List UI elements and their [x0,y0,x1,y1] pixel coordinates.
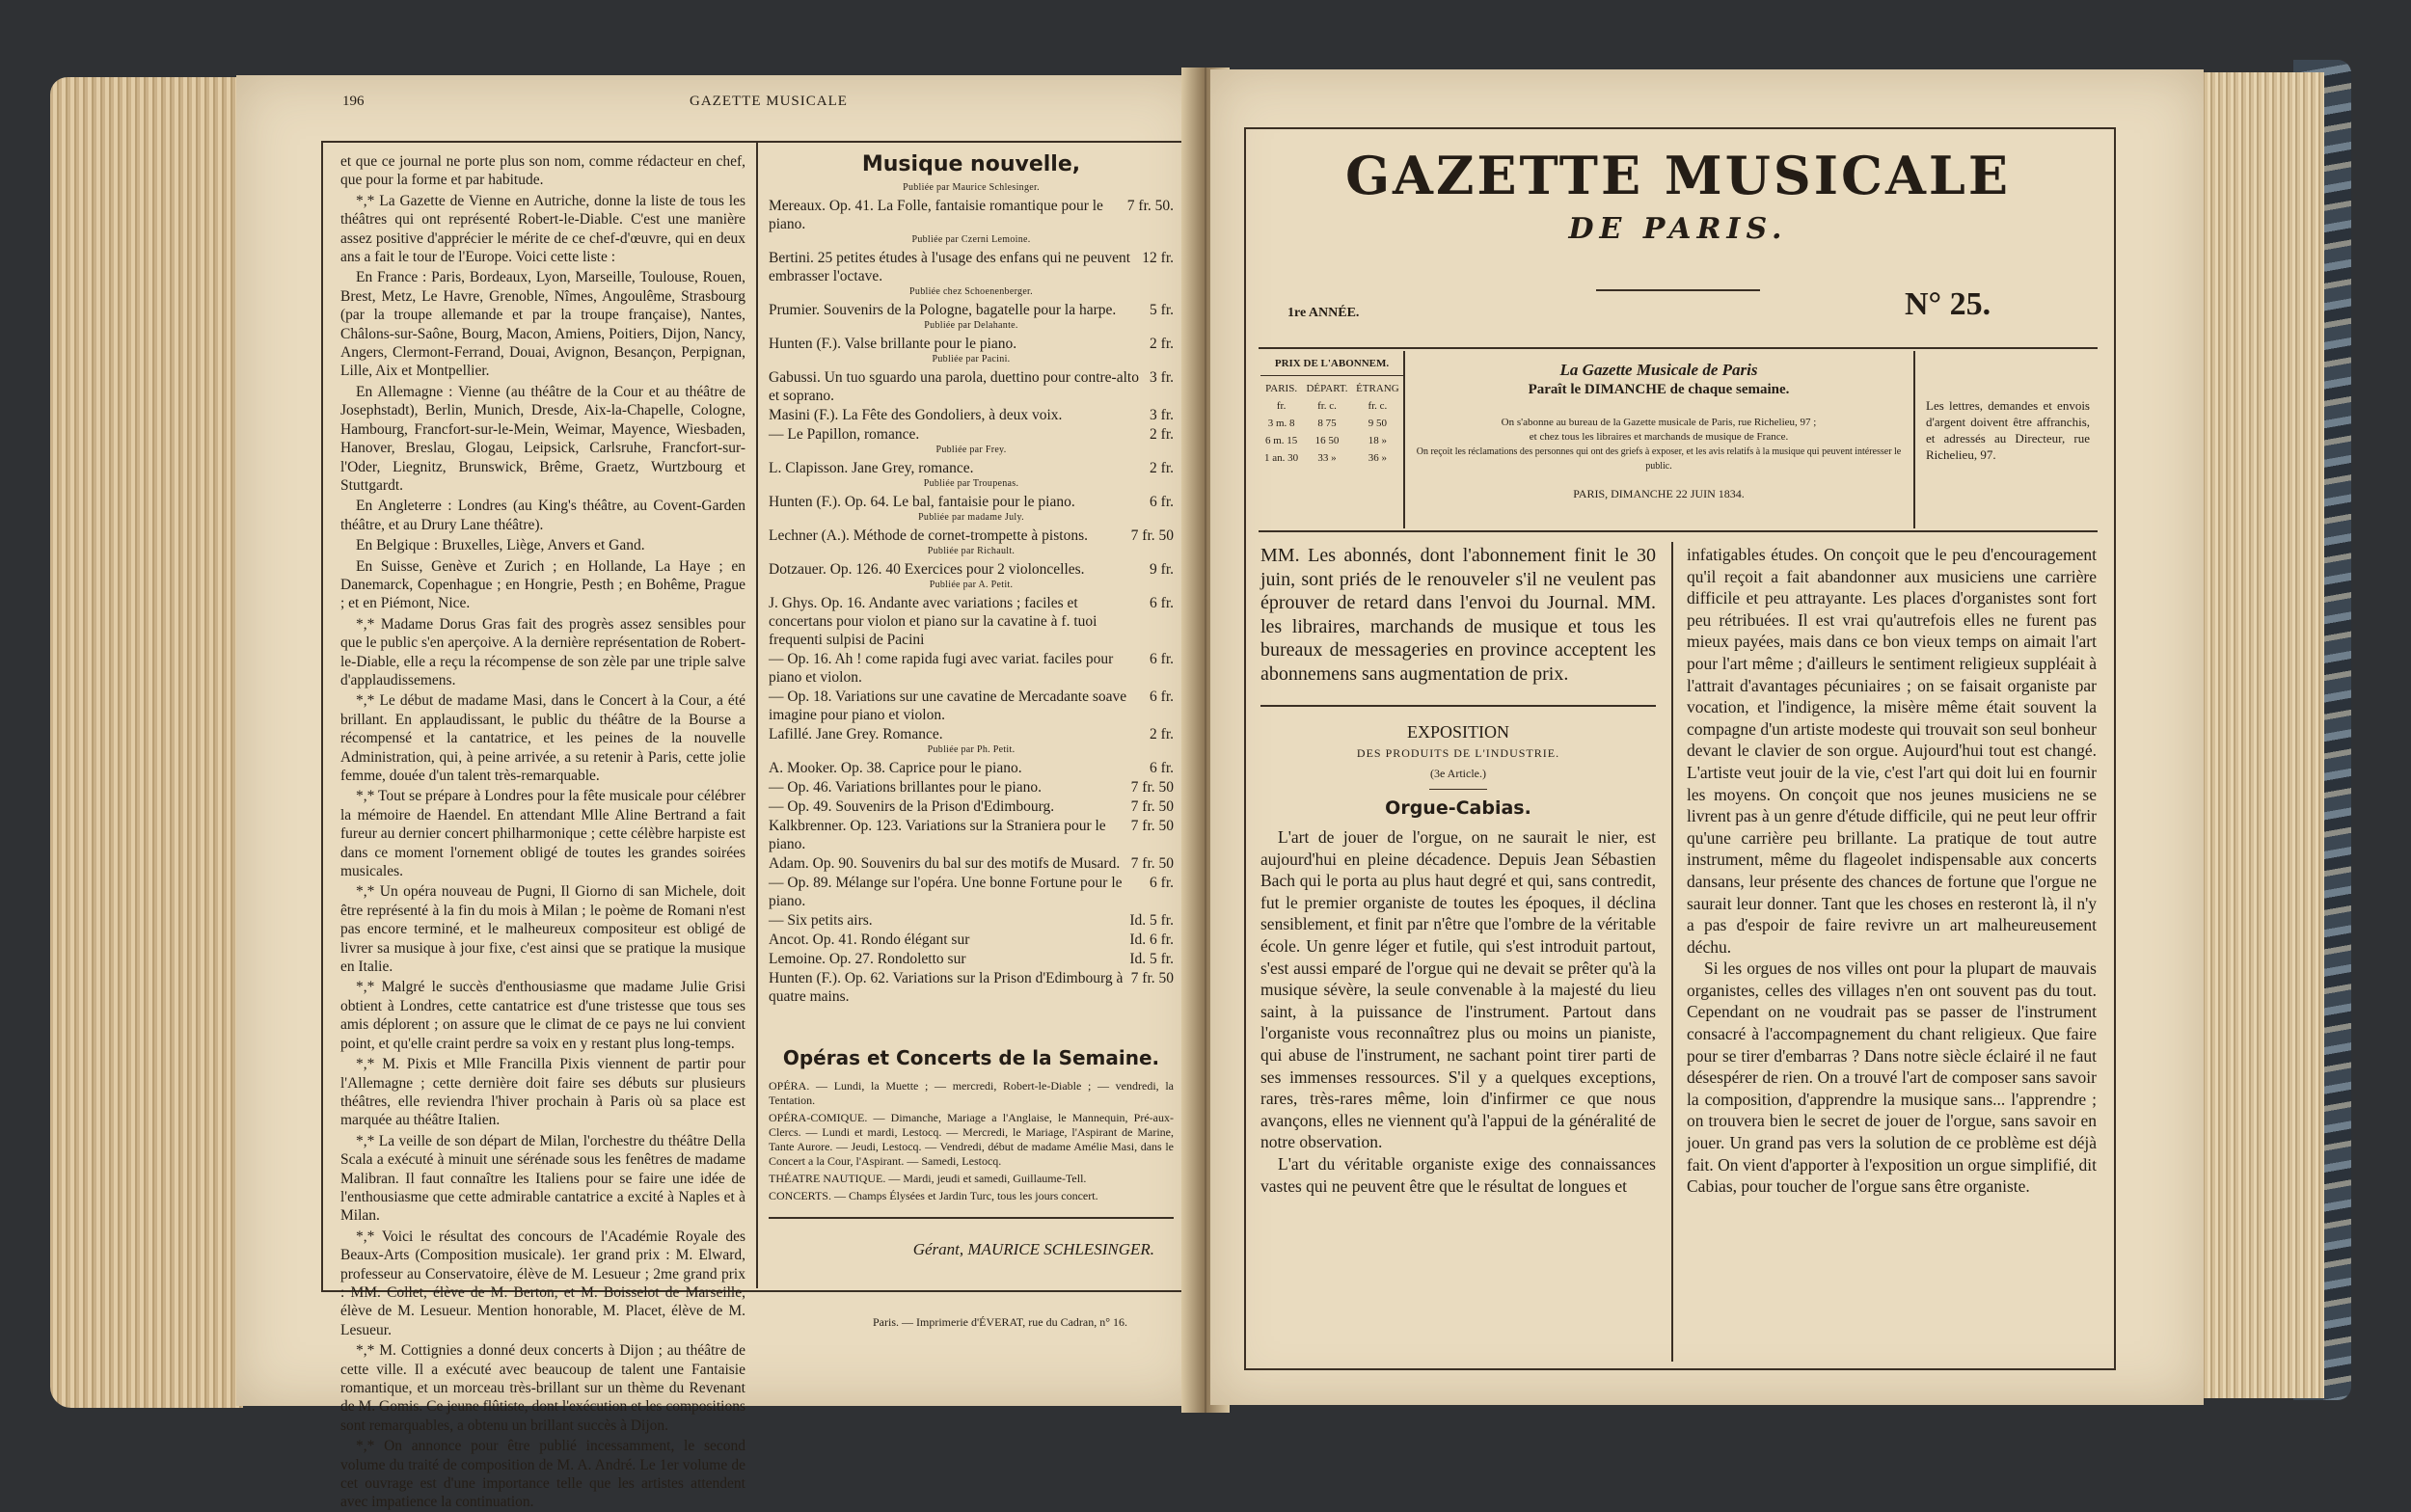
column-divider [756,143,758,1288]
music-entry [769,335,1174,353]
opera-line: CONCERTS. — Champs Élysées et Jardin Turc, tous les jours concert. [769,1189,1098,1202]
exposition-article: (3e Article.) [1430,767,1486,780]
news-paragraph: En Belgique : Bruxelles, Liège, Anvers et Gand. [356,537,645,554]
musique-title: Musique nouvelle, [861,152,1081,176]
publisher-line: Publiée par Maurice Schlesinger. [903,182,1040,193]
publisher-line: Publiée par Ph. Petit. [927,744,1016,755]
operas-rule [769,1217,1174,1219]
music-entry-price: 7 fr. 50 [1130,855,1174,872]
music-entry [769,594,1174,649]
publisher-line: Publiée par Troupenas. [923,478,1019,489]
orgue-column-1-text [1260,826,1656,1197]
music-entry [769,197,1174,233]
notice-line-3: On reçoit les réclamations des personnes qui ont des griefs à exposer, et les avis relatifs à la musique qui peuvent intéresser le public. [1416,446,1902,472]
music-entry-price: 7 fr. 50 [1130,798,1174,815]
music-entry-price: 7 fr. 50 [1130,527,1174,544]
music-entry-title: Dotzauer. Op. 126. 40 Exercices pour 2 violoncelles. [769,561,1085,578]
music-entry [769,854,1174,873]
music-entry [769,759,1174,777]
news-paragraph: En France : Paris, Bordeaux, Lyon, Marseille, Toulouse, Rouen, Brest, Metz, Le Havre, Grenoble, Nîmes, Angoulême, Strasbourg (par la troupe allemande et par la troupe française), Nantes, Châlons-sur-Saône, Bourg, Macon, Amiens, Poitiers, Dijon, Nancy, Angers, Clermont-Ferrand, Douai, Avignon, Besançon, Perpignan, Lille, Aix et Montpellier. [340,269,745,380]
music-entry-price: 6 fr. [1150,595,1174,611]
music-entry-price: 2 fr. [1150,336,1174,352]
music-entry-price: 2 fr. [1150,426,1174,443]
music-entry-price: 2 fr. [1150,726,1174,742]
sub-cell: 36 » [1368,452,1388,464]
imprint-line: Paris. — Imprimerie d'ÉVERAT, rue du Cadran, n° 16. [873,1315,1128,1329]
notice-title: La Gazette Musicale de Paris [1559,361,1758,379]
music-entry-price: 7 fr. 50 [1130,970,1174,986]
music-entry-price: 6 fr. [1150,494,1174,510]
music-entry-title: Lemoine. Op. 27. Rondoletto sur [769,951,966,967]
music-entry-price: 3 fr. [1150,369,1174,386]
notice-line-2: et chez tous les libraires et marchands de musique de France. [1529,431,1789,443]
music-entry-price: 12 fr. [1142,250,1174,266]
publisher-line: Publiée par madame July. [918,512,1024,523]
music-entry [769,874,1174,910]
music-entry [769,931,1174,949]
publisher-line: Publiée par Richault. [927,546,1016,556]
sub-unit: fr. c. [1368,400,1388,412]
music-entry-title: A. Mooker. Op. 38. Caprice pour le piano. [769,760,1022,776]
musique-list [769,182,1174,1006]
orgue-paragraph: infatigables études. On conçoit que le peu d'encouragement qu'il reçoit a fait abandonner aux musiciens une carrière difficile et peu attrayante. Les places d'organistes sont fort peu rétribuées. Il est vrai qu'autrefois elles ne furent pas mieux payées, mais dans ce bon vieux temps on aimait l'art pour l'art même ; d'ailleurs le sentiment religieux suppléait à l'attrait d'avantages pécuniaires ; on se faisait organiste par vocation, et l'indigence, la misère même était souvent la compagne d'un artiste modeste qui trouvait son seul bonheur devant le clavier de son orgue. Aujourd'hui tout est changé. L'artiste veut jouir de la vie, c'est l'art qui doit lui en fournir les moyens. On conçoit que nos jeunes musiciens ne se livrent pas à un genre d'étude difficile, qui ne peut leur offrir qu'une carrière peu brillante. La pratique de tout autre instrument, même du flageolet indispensable aux concerts dansans, leur présente des chances de fortune que l'orgue ne saurait leur donner. Tant que les choses en resteront là, il n'y a pas d'espoir de faire revivre un art malheureusement déchu. [1687,545,2097,957]
page-edges-left [50,77,243,1408]
news-paragraph: *,* Madame Dorus Gras fait des progrès assez sensibles pour que le public s'en aperçoive. A la dernière représentation de Robert-le-Diable, elle a reçu la récompense de son zèle par une triple salve d'applaudissemens. [340,615,745,688]
body-column-divider [1671,542,1673,1362]
sub-cell: 33 » [1317,452,1337,464]
news-paragraph: *,* Malgré le succès d'enthousiasme que madame Julie Grisi obtient à Londres, cette cantatrice est d'une tristesse que tous ses amis déplorent ; on assure que le climat de ce pays ne lui convient point, et qu'elle craint perdre sa voix en y restant plus long-temps. [340,979,745,1052]
music-entry-title: Ancot. Op. 41. Rondo élégant sur [769,932,970,948]
music-entry-price: 6 fr. [1150,651,1174,667]
news-paragraph: et que ce journal ne porte plus son nom, comme rédacteur en chef, que pour la forme et par habitude. [340,153,745,189]
sub-col-depart: DÉPART. [1306,383,1348,394]
music-entry [769,425,1174,444]
music-entry-title: — Le Papillon, romance. [769,426,920,443]
music-entry-title: Hunten (F.). Op. 64. Le bal, fantaisie pour le piano. [769,494,1075,510]
publisher-line: Publiée par Pacini. [932,354,1011,364]
operas-lines [769,1079,1174,1203]
music-entry [769,526,1174,545]
sub-col-paris: PARIS. [1265,383,1298,394]
music-entry-title: Lafillé. Jane Grey. Romance. [769,726,943,742]
music-entry [769,301,1174,319]
music-entry-title: — Op. 18. Variations sur une cavatine de Mercadante soave imagine pour piano et violon. [769,688,1127,723]
operas-title: Opéras et Concerts de la Semaine. [782,1046,1160,1069]
music-entry-title: — Op. 46. Variations brillantes pour le piano. [769,779,1042,796]
notice-subtitle: Paraît le DIMANCHE de chaque semaine. [1528,382,1790,397]
subscription-box [1260,357,1403,467]
exposition-title: EXPOSITION [1407,722,1509,742]
music-entry-title: L. Clapisson. Jane Grey, romance. [769,460,974,476]
music-entry [769,688,1174,724]
publisher-line: Publiée par Delahante. [924,320,1018,331]
music-entry-title: — Op. 89. Mélange sur l'opéra. Une bonne Fortune pour le piano. [769,875,1123,909]
news-paragraph: *,* Un opéra nouveau de Pugni, Il Giorno di san Michele, doit être représenté à la fin du mois à Milan ; le poème de Romani n'est pas encore terminé, et le malheureux compositeur est obligé de livrer sa musique à jour fixe, c'est ainsi que se pratique la musique en Italie. [340,883,745,976]
info-divider-2 [1913,351,1915,528]
music-entry [769,406,1174,424]
news-paragraph: *,* On annonce pour être publié incessamment, le second volume du traité de composition de M. A. André. Le 1er volume de cet ouvrage est d'une importance telle que les artistes attendent avec impatience la continuation. [340,1438,745,1511]
music-entry [769,797,1174,816]
music-entry [769,368,1174,405]
music-entry-price: Id. 5 fr. [1129,912,1174,929]
music-entry-title: — Op. 16. Ah ! come rapida fugi avec variat. faciles pour piano et violon. [769,651,1114,686]
music-entry [769,969,1174,1006]
news-paragraph: *,* La veille de son départ de Milan, l'orchestre du théâtre Della Scala a exécuté à minuit une sérénade sous les fenêtres de madame Malibran. Il faut connaître les Italiens pour se faire une idée de l'enthousiasme que cette admirable cantatrice a excité à Naples et à Milan. [340,1132,745,1225]
orgue-title: Orgue-Cabias. [1385,797,1531,819]
music-entry-price: 6 fr. [1150,875,1174,891]
orgue-paragraph: L'art de jouer de l'orgue, on ne saurait le nier, est aujourd'hui en pleine décadence. Depuis Jean Sébastien Bach qui le porta au plus haut degré et qui, sans contredit, fut le premier organiste de toutes les époques, il déclina sensiblement, et finit par n'être que l'ombre de la véritable école. Un genre léger et futile, qui s'est introduit partout, s'est aussi emparé de l'orgue qui ne devait se prêter qu'à la musique sévère, la seule convenable à la majesté du lieu saint, à la puissance de l'instrument. Partout dans l'organiste vous reconnaîtrez plus ou moins un pianiste, qui abuse de l'instrument, ne sachant point tirer parti de ses immenses ressources. S'il y a quelques exceptions, rares, très-rares même, loin d'infirmer ce que nous avançons, elles ne viennent qu'à l'appui de la généralité de notre observation. [1260,827,1656,1152]
music-entry [769,249,1174,285]
music-entry-title: Bertini. 25 petites études à l'usage des enfans qui ne peuvent embrasser l'octave. [769,250,1131,284]
music-entry-title: — Op. 49. Souvenirs de la Prison d'Edimbourg. [769,798,1055,815]
gerant-line: Gérant, MAURICE SCHLESINGER. [912,1240,1154,1258]
music-entry-title: Hunten (F.). Valse brillante pour le piano. [769,336,1017,352]
notice-line-1: On s'abonne au bureau de la Gazette musicale de Paris, rue Richelieu, 97 ; [1501,417,1817,428]
news-paragraph: En Angleterre : Londres (au King's théâtre, au Covent-Garden théâtre, et au Drury Lane théâtre). [340,498,745,533]
sub-col-etranger: ÉTRANG [1356,383,1399,394]
opera-line: THÉATRE NAUTIQUE. — Mardi, jeudi et samedi, Guillaume-Tell. [769,1172,1087,1185]
music-entry-title: Mereaux. Op. 41. La Folle, fantaisie romantique pour le piano. [769,198,1103,232]
right-notice: Les lettres, demandes et envois d'argent doivent être affranchis, et adressés au Directeur, rue Richelieu, 97. [1926,398,2090,462]
music-entry-title: — Six petits airs. [769,912,873,929]
publisher-line: Publiée par A. Petit. [929,580,1014,590]
news-paragraph: *,* Le début de madame Masi, dans le Concert à la Cour, a été brillant. En applaudissant, le public du théâtre de la Bourse a récompensé et la cantatrice, et les peines de la nouvelle Administration, qui, à peine arrivée, a su retenir à Paris, cette jolie femme, douée d'un talent très-remarquable. [340,692,745,784]
info-rule-bottom [1259,530,2098,532]
sub-unit: fr. c. [1317,400,1337,412]
music-entry [769,817,1174,853]
music-entry-price: 2 fr. [1150,460,1174,476]
body-column-1 [1260,544,1656,1197]
music-entry-price: 7 fr. 50 [1130,779,1174,796]
music-entry [769,725,1174,743]
sub-cell: 9 50 [1368,418,1388,429]
music-entry-price: 3 fr. [1150,407,1174,423]
subscription-header: PRIX DE L'ABONNEM. [1260,357,1403,376]
body-column-2 [1687,544,2097,1198]
masthead-subtitle: DE PARIS. [1568,212,1788,246]
news-paragraph: En Allemagne : Vienne (au théâtre de la Cour et au théâtre de Josephstadt), Berlin, Munich, Dresde, Aix-la-Chapelle, Cologne, Hambourg, Francfort-sur-le-Mein, Weimar, Mayence, Wiesbaden, Hanover, Breslau, Glogau, Leipsick, Carlsruhe, Francfort-sur-l'Oder, Liegnitz, Brunswick, Brême, Graetz, Wurtzbourg et Stuttgardt. [340,383,745,494]
opera-line: OPÉRA. — Lundi, la Muette ; — mercredi, Robert-le-Diable ; — vendredi, la Tentation. [769,1079,1174,1107]
orgue-paragraph: L'art du véritable organiste exige des connaissances vastes qui ne peuvent être que le résultat de longues et [1260,1153,1656,1196]
news-paragraph: *,* Tout se prépare à Londres pour la fête musicale pour célébrer la mémoire de Haendel. En attendant Mlle Aline Bertrand a fait fureur au dernier concert philharmonique ; cette célèbre harpiste est dans ce moment l'ornement obligé de toutes les grandes soirées musicales. [340,788,745,880]
music-entry-price: 5 fr. [1150,302,1174,318]
right-page [1210,69,2204,1405]
music-entry-price: Id. 6 fr. [1129,932,1174,948]
news-paragraph: *,* M. Pixis et Mlle Francilla Pixis viennent de partir pour l'Allemagne ; cette dernière doit faire ses débuts sur plusieurs théâtres, elle reviendra l'hiver prochain à Paris où sa place est marquée au théâtre Italien. [340,1056,745,1129]
subscription-table [1260,380,1403,467]
short-rule [1429,789,1487,790]
music-entry-title: Prumier. Souvenirs de la Pologne, bagatelle pour la harpe. [769,302,1117,318]
music-entry [769,560,1174,579]
sub-cell: 8 75 [1317,418,1337,429]
news-paragraph: *,* La Gazette de Vienne en Autriche, donne la liste de tous les théâtres qui ont représenté Robert-le-Diable. C'est une manière assez positive d'apprécier le mérite de ce chef-d'œuvre, qui en deux ans a fait le tour de l'Europe. Voici cette liste : [340,192,745,266]
music-entry-title: Lechner (A.). Méthode de cornet-trompette à pistons. [769,527,1088,544]
sub-unit: fr. [1276,400,1287,412]
publisher-line: Publiée par Czerni Lemoine. [911,234,1031,245]
annee-label: 1re ANNÉE. [1287,306,1360,320]
music-entry [769,493,1174,511]
news-paragraph: *,* M. Cottignies a donné deux concerts à Dijon ; au théâtre de cette ville. Il a exécuté avec beaucoup de talent une Fantaisie romantique, et un morceau très-brillant sur un thème du Revenant de M. Gomis. Ce jeune flûtiste, dont l'exécution et les compositions sont remarquables, a obtenu un brillant succès à Dijon. [340,1342,745,1434]
opera-line: OPÉRA-COMIQUE. — Dimanche, Mariage a l'Anglaise, le Mannequin, Pré-aux-Clercs. — Lundi et mardi, Lestocq. — Mercredi, le Mariage, l'Aspirant de Marine, Tante Aurore. — Jeudi, Lestocq. — Vendredi, début de madame Amélie Masi, dans le Concert a la Cour, l'Aspirant. — Samedi, Lestocq. [769,1111,1174,1168]
subscribers-notice: MM. Les abonnés, dont l'abonnement finit le 30 juin, sont priés de le renouveler s'il ne veulent pas éprouver de retard dans l'envoi du Journal. MM. les libraires, marchands de musique et tous les bureaux de messageries en province acceptent les abonnemens sans augmentation de prix. [1260,545,1656,685]
music-entry [769,650,1174,687]
music-entry [769,911,1174,930]
info-divider-1 [1403,351,1405,528]
masthead-ornament [1596,289,1760,291]
notice-date: PARIS, DIMANCHE 22 JUIN 1834. [1573,487,1745,500]
center-notice [1413,361,1905,501]
running-head: GAZETTE MUSICALE [690,94,848,109]
left-page [236,75,1201,1511]
music-entry [769,459,1174,477]
music-entry [769,950,1174,968]
news-column [340,152,745,1511]
music-entry-price: 6 fr. [1150,688,1174,705]
music-entry-title: J. Ghys. Op. 16. Andante avec variations ; faciles et concertans pour violon et piano sur la cavatine à f. tuoi frequenti sulpisi de Pacini [769,595,1097,648]
music-entry-price: Id. 5 fr. [1129,951,1174,967]
music-entry-title: Masini (F.). La Fête des Gondoliers, à deux voix. [769,407,1063,423]
sub-cell: 16 50 [1314,435,1340,446]
issue-number: N° 25. [1905,286,1991,322]
music-entry-title: Gabussi. Un tuo sguardo una parola, duettino pour contre-alto et soprano. [769,369,1139,404]
sub-cell: 1 an. 30 [1264,452,1299,464]
operas-section [769,1046,1174,1259]
exposition-rule [1260,705,1656,707]
masthead-title: GAZETTE MUSICALE [1344,145,2012,206]
exposition-subtitle: DES PRODUITS DE L'INDUSTRIE. [1356,746,1560,760]
page-number: 196 [342,94,365,109]
orgue-paragraph: Si les orgues de nos villes ont pour la plupart de mauvais organistes, celles des villages n'en ont souvent pas du tout. Cependant on ne voudrait pas se passer de l'instrument consacré à l'accompagnement du chant religieux. Que faire pour se tirer d'embarras ? Dans notre siècle éclairé il ne faut désespérer de rien. On a trouvé l'art de composer sans savoir la composition, d'apprendre la musique sans... l'apprendre ; on trouvera bien le secret de jouer de l'orgue, sans savoir en jouer. Un grand pas vers la solution de ce problème est déjà fait. On vient d'apporter à l'exposition un orgue simplifié, dit Cabias, pour toucher de l'orgue sans être organiste. [1687,958,2097,1197]
publisher-line: Publiée par Frey. [935,445,1007,455]
music-entry-price: 7 fr. 50 [1130,818,1174,834]
music-entry-title: Kalkbrenner. Op. 123. Variations sur la Straniera pour le piano. [769,818,1106,852]
sub-cell: 6 m. 15 [1264,435,1298,446]
music-entry-title: Adam. Op. 90. Souvenirs du bal sur des motifs de Musard. [769,855,1121,872]
page-edges-right [2189,72,2324,1398]
music-entry [769,778,1174,796]
news-paragraph: En Suisse, Genève et Zurich ; en Hollande, La Haye ; en Danemarck, Copenhague ; en Hongrie, Pesth ; en Bohême, Prague ; et en Piémont, Nice. [340,557,745,612]
sub-cell: 18 » [1368,435,1388,446]
news-paragraph: *,* Voici le résultat des concours de l'Académie Royale des Beaux-Arts (Composition musicale). 1er grand prix : M. Elward, professeur au Conservatoire, élève de M. Lesueur ; 2me grand prix : MM. Collet, élève de M. Berton, et M. Boisselot de Marseille, élève de M. Lesueur. Mention honorable, M. Placet, élève de M. Lesueur. [340,1228,745,1338]
musique-column [769,152,1174,1007]
music-entry-price: 9 fr. [1150,561,1174,578]
music-entry-price: 7 fr. 50. [1126,198,1174,214]
music-entry-price: 6 fr. [1150,760,1174,776]
sub-cell: 3 m. 8 [1267,418,1295,429]
publisher-line: Publiée chez Schoenenberger. [909,286,1033,297]
music-entry-title: Hunten (F.). Op. 62. Variations sur la Prison d'Edimbourg à quatre mains. [769,970,1124,1005]
info-rule-top [1259,347,2098,349]
